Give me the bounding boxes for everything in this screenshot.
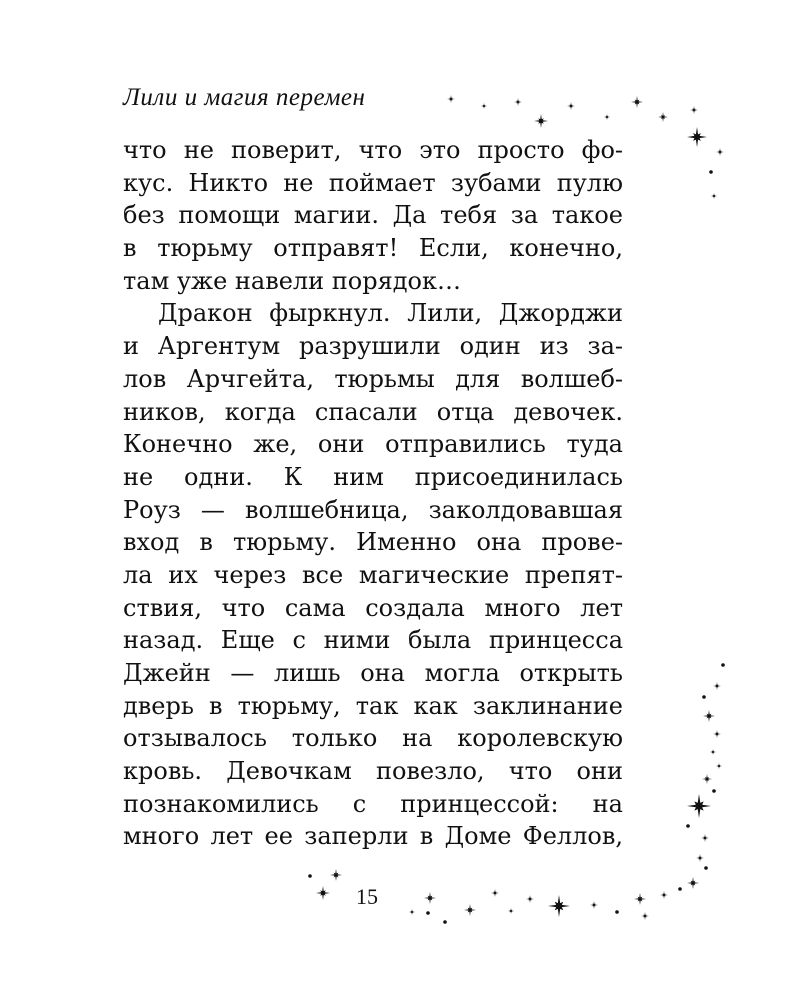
sparkle-star-icon (713, 730, 721, 738)
text-line: вход в тюрьму. Именно она прове- (123, 528, 623, 557)
sparkle-star-icon (631, 96, 643, 108)
running-title: Лили и магия перемен (123, 84, 366, 111)
text-line: без помощи магии. Да тебя за такое (123, 201, 623, 230)
sparkle-star-icon (634, 893, 646, 905)
sparkle-star-icon (687, 877, 699, 889)
sparkle-star-icon (604, 114, 610, 120)
sparkle-star-icon (641, 912, 649, 920)
text-line: Джейн — лишь она могла открыть (123, 659, 623, 687)
text-line: кровь. Девочкам повезло, что они (123, 757, 623, 786)
sparkle-star-icon (687, 127, 707, 147)
sparkle-star-icon (508, 908, 514, 914)
sparkle-star-icon (716, 148, 724, 156)
sparkle-star-icon (590, 901, 598, 909)
sparkle-star-icon (526, 895, 534, 903)
text-line: и Аргентум разрушили один из за- (123, 332, 623, 361)
sparkle-star-icon (514, 98, 522, 106)
sparkle-star-icon (567, 102, 575, 110)
sparkle-dot-icon (443, 920, 447, 924)
sparkle-star-icon (447, 95, 455, 103)
sparkle-star-icon (534, 114, 548, 128)
sparkle-dot-icon (721, 663, 725, 667)
sparkle-star-icon (702, 774, 712, 784)
text-line: ла их через все магические препят- (123, 560, 623, 589)
page-number: 15 (356, 884, 378, 909)
sparkle-dot-icon (678, 887, 682, 891)
sparkle-star-icon (491, 889, 499, 897)
sparkle-dot-icon (686, 824, 690, 828)
text-line: кус. Никто не поймает зубами пулю (123, 168, 623, 197)
text-line: отзывалось только на королевскую (123, 724, 623, 753)
sparkle-star-icon (690, 106, 698, 114)
text-line: назад. Еще с ними была принцесса (123, 626, 623, 655)
sparkle-star-icon (464, 904, 476, 916)
sparkle-star-icon (548, 895, 570, 917)
sparkle-dot-icon (702, 695, 706, 699)
sparkle-star-icon (711, 193, 717, 199)
text-line: ствия, что сама создала много лет (123, 593, 623, 622)
text-line: дверь в тюрьму, так как заклинание (123, 691, 623, 720)
sparkle-star-icon (710, 749, 716, 755)
sparkle-star-icon (330, 869, 342, 881)
sparkle-star-icon (701, 834, 709, 842)
sparkle-dot-icon (426, 911, 430, 915)
text-line: в тюрьму отправят! Если, конечно, (123, 234, 623, 263)
text-line: лов Арчгейта, тюрьмы для волшеб- (123, 364, 623, 393)
text-line: Конечно же, они отправились туда (123, 430, 623, 459)
sparkle-star-icon (713, 682, 721, 690)
sparkle-star-icon (316, 886, 330, 900)
sparkle-star-icon (481, 103, 487, 109)
sparkle-star-icon (703, 710, 715, 722)
sparkle-star-icon (658, 112, 668, 122)
text-line: познакомились с принцессой: на (123, 789, 623, 818)
sparkle-star-icon (716, 763, 722, 769)
sparkle-dot-icon (712, 789, 716, 793)
text-line: там уже навели порядок… (123, 266, 461, 295)
text-line: ников, когда спасали отца девочек. (123, 397, 623, 426)
sparkle-star-icon (660, 891, 668, 899)
body-text (123, 134, 623, 853)
sparkle-dot-icon (709, 170, 713, 174)
sparkle-star-icon (696, 854, 704, 862)
text-line: Роуз — волшебница, заколдовавшая (123, 495, 623, 524)
sparkle-star-icon (409, 909, 415, 915)
text-line: много лет ее заперли в Доме Феллов, (123, 822, 623, 851)
sparkle-dot-icon (704, 866, 708, 870)
sparkle-dot-icon (615, 910, 619, 914)
paragraph-first-line: Дракон фыркнул. Лили, Джорджи (158, 299, 623, 328)
text-line: не одни. К ним присоединилась (123, 462, 623, 491)
text-line: что не поверит, что это просто фо- (123, 136, 623, 164)
sparkle-star-icon (687, 794, 711, 818)
sparkle-star-icon (424, 892, 436, 904)
sparkle-dot-icon (308, 874, 312, 878)
